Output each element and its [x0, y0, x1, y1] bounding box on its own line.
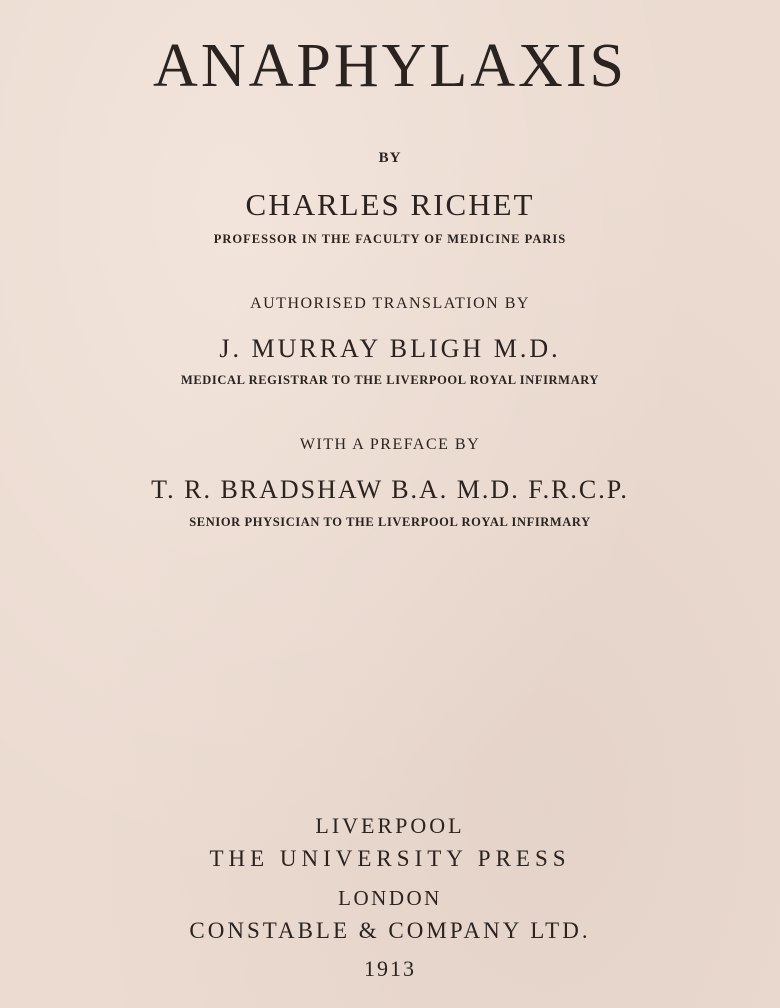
translator-role: MEDICAL REGISTRAR TO THE LIVERPOOL ROYAL INFIRMARY [180, 373, 600, 387]
by-label: BY [378, 150, 402, 166]
imprint-city-secondary: LONDON [338, 886, 442, 910]
translation-label: AUTHORISED TRANSLATION BY [250, 295, 530, 312]
preface-author-name: T. R. BRADSHAW B.A. M.D. F.R.C.P. [151, 475, 629, 504]
preface-label: WITH A PREFACE BY [299, 436, 481, 453]
translator-name: J. MURRAY BLIGH M.D. [219, 334, 561, 363]
preface-author-role: SENIOR PHYSICIAN TO THE LIVERPOOL ROYAL INFIRMARY [189, 515, 591, 529]
book-title: ANAPHYLAXIS [153, 32, 627, 100]
imprint-year: 1913 [364, 956, 416, 981]
author-role: PROFESSOR IN THE FACULTY OF MEDICINE PARIS [213, 232, 567, 246]
author-name: CHARLES RICHET [245, 187, 535, 222]
imprint-company: CONSTABLE & COMPANY LTD. [189, 918, 591, 943]
imprint-city: LIVERPOOL [315, 813, 465, 838]
imprint-press: THE UNIVERSITY PRESS [209, 846, 571, 871]
